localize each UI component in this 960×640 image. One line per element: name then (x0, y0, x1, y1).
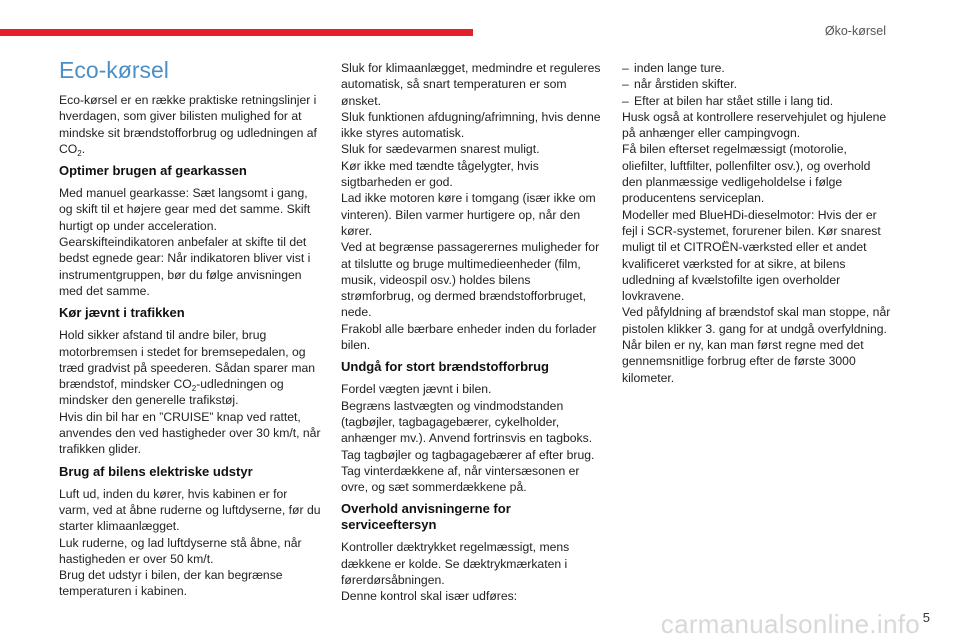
paragraph-service: Kontroller dæktrykket regelmæssigt, mens dækkene er kolde. Se dæktrykmærkaten i førerdørsåbningen. Denne kontrol skal især udføres: (341, 540, 570, 604)
header-accent-bar (0, 29, 473, 36)
section-header-title: Øko-kørsel (824, 24, 886, 38)
list-item (622, 60, 892, 76)
list-dash: – (622, 93, 629, 108)
traffic-text-end: -udledningen og mindsker den generelle trafikstøj. Hvis din bil har en ”CRUISE” knap ved rattet, anvendes den ved hastigheder over 30 km/t, når trafikken glider. (59, 377, 321, 457)
page-number: 5 (922, 610, 930, 625)
traffic-text: Hold sikker afstand til andre biler, brug motorbremsen i stedet for bremsepedalen, og træd gradvist på speederen. Sådan sparer man brændstof, mindsker CO (59, 328, 316, 392)
heading-consumption: Undgå for stort brændstofforbrug (341, 359, 549, 375)
paragraph-climate: Sluk for klimaanlægget, medmindre et reguleres automatisk, så snart temperaturen er som ønsket. Sluk funktionen afdugning/afrimning, hvis denne ikke styres automatisk. Sluk for sædevarmen snarest muligt. Kør ikke med tændte tågelygter, hvis sigtbarheden er god. Lad ikke motoren køre i tomgang (især ikke om vinteren). Bilen varmer hurtigere op, når den kører. Ved at begrænse passagerernes muligheder for at tilslutte og bruge multimedieenheder (film, musik, videospil osv.) holdes bilens strømforbrug, og dermed brændstofforbruget, nede. Frakobl alle bærbare enheder inden du forlader bilen. (341, 61, 601, 353)
list-item (622, 76, 892, 92)
intro-text-end: . (81, 141, 86, 156)
column-middle (341, 60, 603, 609)
list-item (622, 93, 892, 109)
intro-subscript: 2 (77, 148, 82, 158)
list-item-text: inden lange ture. (634, 61, 725, 75)
paragraph-gearbox: Med manuel gearkasse: Sæt langsomt i gang, og skift til et højere gear med det samme. Skift hurtigt op under acceleration. Gearskifteindikatoren anbefaler at skifte til det bedst egnede gear: Når indikatoren bliver vist i instrumentgruppen, bør du følge anvisningen med det samme. (59, 186, 311, 298)
list-item-text: når årstiden skifter. (634, 77, 737, 92)
column-right (622, 60, 892, 390)
intro-paragraph (59, 92, 321, 157)
heading-traffic: Kør jævnt i trafikken (59, 305, 185, 321)
heading-service: Overhold anvisningerne for serviceeftersyn (341, 501, 511, 533)
heading-gearbox: Optimer brugen af gearkassen (59, 163, 247, 179)
watermark: carmanualsonline.info (660, 609, 920, 639)
paragraph-traffic (59, 327, 321, 457)
intro-text: Eco-kørsel er en række praktiske retningslinjer i hverdagen, som giver bilisten mulighed for at mindske sit brændstofforbrug og udledningen af CO (59, 93, 317, 156)
column-left (59, 56, 321, 604)
list-dash: – (622, 61, 629, 75)
list-item-text: Efter at bilen har stået stille i lang tid. (634, 93, 834, 108)
heading-electric: Brug af bilens elektriske udstyr (59, 463, 253, 479)
paragraph-consumption: Fordel vægten jævnt i bilen. Begræns lastvægten og vindmodstanden (tagbøjler, tagbagagebærer, cykelholder, anhænger mv.). Anvend fortrinsvis en tagboks. Tag tagbøjler og tagbagagebærer af efter brug. Tag vinterdækkene af, når vintersæsonen er ovre, og sæt sommerdækkene på. (341, 382, 595, 495)
traffic-subscript: 2 (191, 384, 197, 394)
paragraph-electric: Luft ud, inden du kører, hvis kabinen er for varm, ved at åbne ruderne og luftdyserne, før du starter klimaanlægget. Luk ruderne, og lad luftdyserne stå åbne, når hastigheden er over 50 km/t. Brug det udstyr i bilen, der kan begrænse temperaturen i kabinen. (59, 486, 321, 599)
list-dash: – (622, 77, 629, 92)
paragraph-maintenance: Husk også at kontrollere reservehjulet og hjulene på anhænger eller campingvogn. Få bilen efterset regelmæssigt (motorolie, oliefilter, luftfilter, pollenfilter osv.), og overhold den planmæssige vedligeholdelse i følge producentens serviceplan. Modeller med BlueHDi-dieselmotor: Hvis der er fejl i SCR-systemet, forurener bilen. Kør snarest muligt til et CITROËN-værksted eller et andet kvalificeret værksted for at sikre, at bilens udledning af kvælstofilte igen overholder lovkravene. Ved påfyldning af brændstof skal man stoppe, når pistolen klikker 3. gang for at undgå overfyldning. Når bilen er ny, kan man først regne med det gennemsnitlige forbrug efter de første 3000 kilometer. (622, 109, 891, 385)
page-title: Eco-kørsel (59, 57, 169, 83)
